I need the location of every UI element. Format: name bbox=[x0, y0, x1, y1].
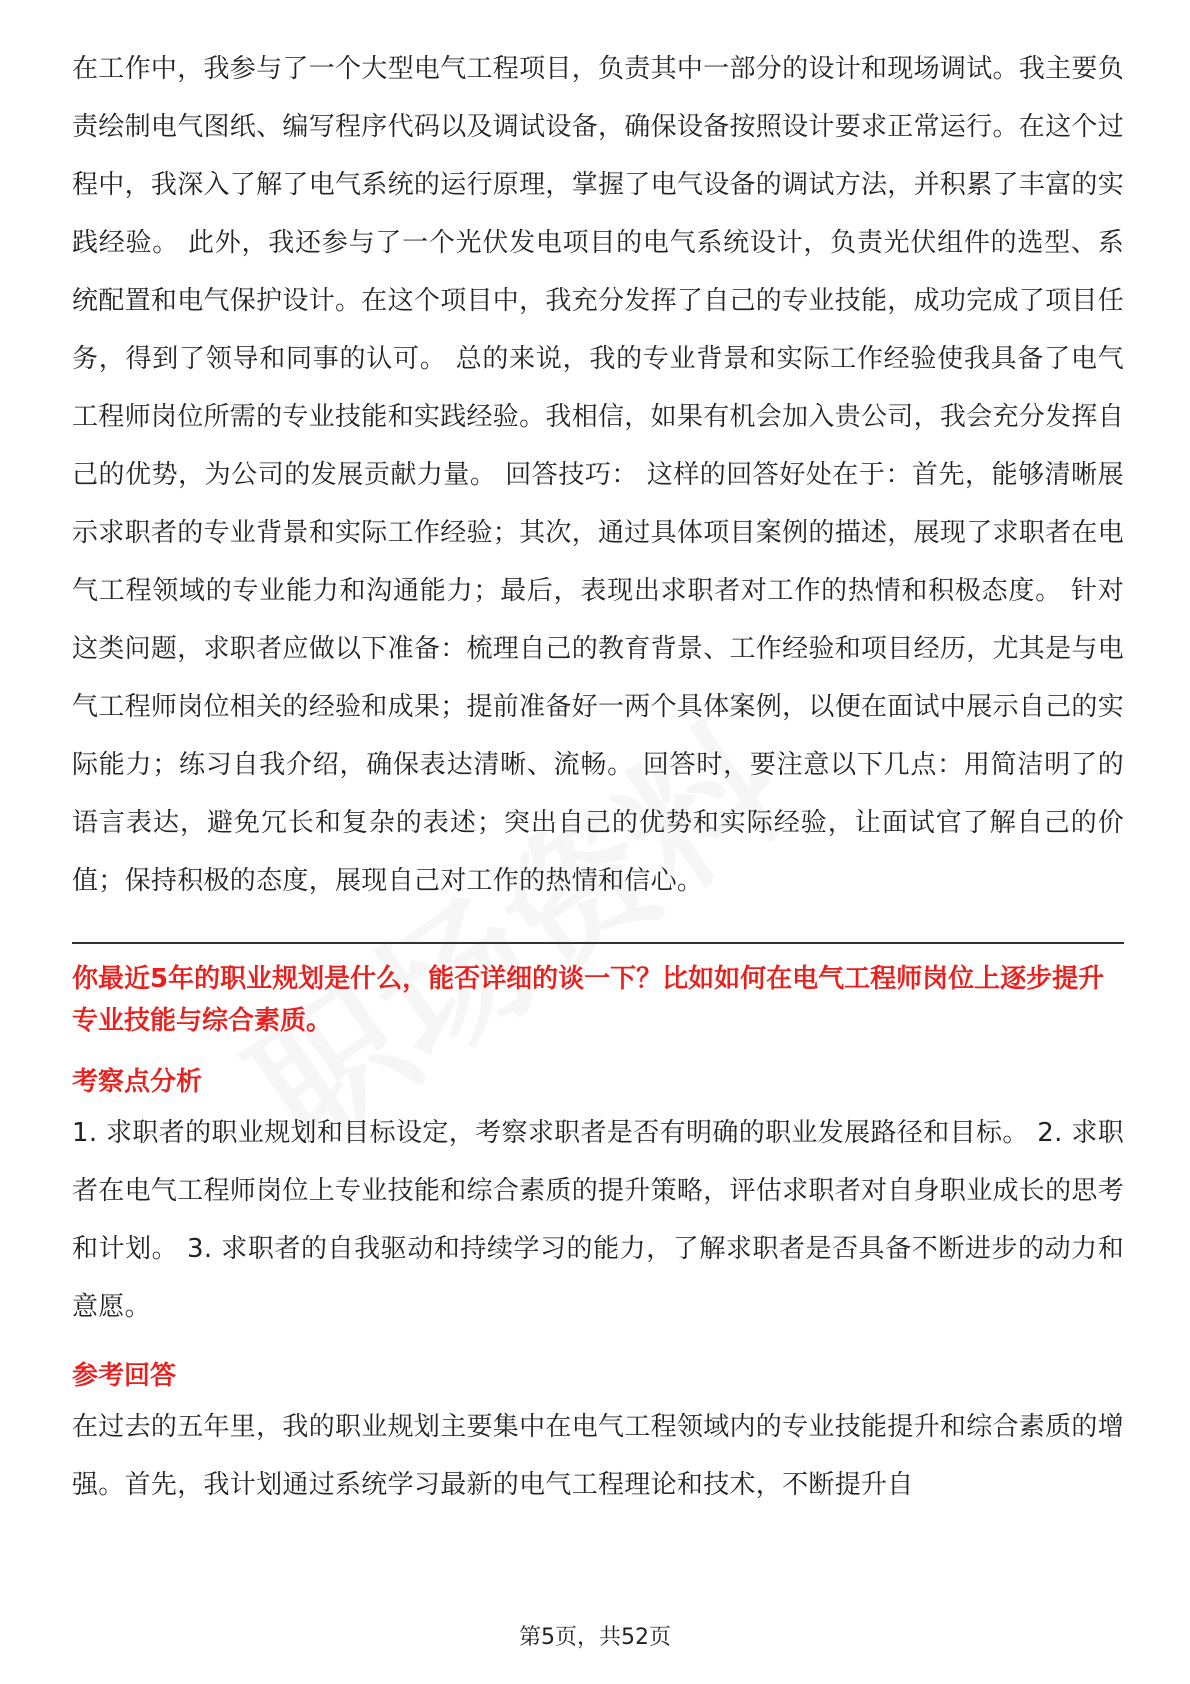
analysis-text: 1. 求职者的职业规划和目标设定，考察求职者是否有明确的职业发展路径和目标。 2. 求职者在电气工程师岗位上专业技能和综合素质的提升策略，评估求职者对自身职业成长的思考和计划。 3. 求职者的自我驱动和持续学习的能力，了解求职者是否具备不断进步的动力和意愿。 bbox=[72, 1118, 1125, 1322]
page-number: 第5页，共52页 bbox=[519, 1625, 671, 1650]
reference-text: 在过去的五年里，我的职业规划主要集中在电气工程领域内的专业技能提升和综合素质的增强。首先，我计划通过系统学习最新的电气工程理论和技术，不断提升自 bbox=[72, 1412, 1125, 1500]
analysis-heading: 考察点分析 bbox=[72, 1067, 203, 1097]
interview-question: 你最近5年的职业规划是什么，能否详细的谈一下？比如如何在电气工程师岗位上逐步提升专业技能与综合素质。 bbox=[72, 964, 1105, 1036]
document-page bbox=[72, 40, 1124, 1514]
section-divider bbox=[72, 942, 1124, 944]
reference-heading: 参考回答 bbox=[72, 1361, 177, 1391]
intro-paragraph: 在工作中，我参与了一个大型电气工程项目，负责其中一部分的设计和现场调试。我主要负责绘制电气图纸、编写程序代码以及调试设备，确保设备按照设计要求正常运行。在这个过程中，我深入了解了电气系统的运行原理，掌握了电气设备的调试方法，并积累了丰富的实践经验。 此外，我还参与了一个光伏发电项目的电气系统设计，负责光伏组件的选型、系统配置和电气保护设计。在这个项目中，我充分发挥了自己的专业技能，成功完成了项目任务，得到了领导和同事的认可。 总的来说，我的专业背景和实际工作经验使我具备了电气工程师岗位所需的专业技能和实践经验。我相信，如果有机会加入贵公司，我会充分发挥自己的优势，为公司的发展贡献力量。 回答技巧： 这样的回答好处在于：首先，能够清晰展示求职者的专业背景和实际工作经验；其次，通过具体项目案例的描述，展现了求职者在电气工程领域的专业能力和沟通能力；最后，表现出求职者对工作的热情和积极态度。 针对这类问题，求职者应做以下准备：梳理自己的教育背景、工作经验和项目经历，尤其是与电气工程师岗位相关的经验和成果；提前准备好一两个具体案例，以便在面试中展示自己的实际能力；练习自我介绍，确保表达清晰、流畅。 回答时，要注意以下几点：用简洁明了的语言表达，避免冗长和复杂的表述；突出自己的优势和实际经验，让面试官了解自己的价值；保持积极的态度，展现自己对工作的热情和信心。 bbox=[72, 54, 1125, 896]
